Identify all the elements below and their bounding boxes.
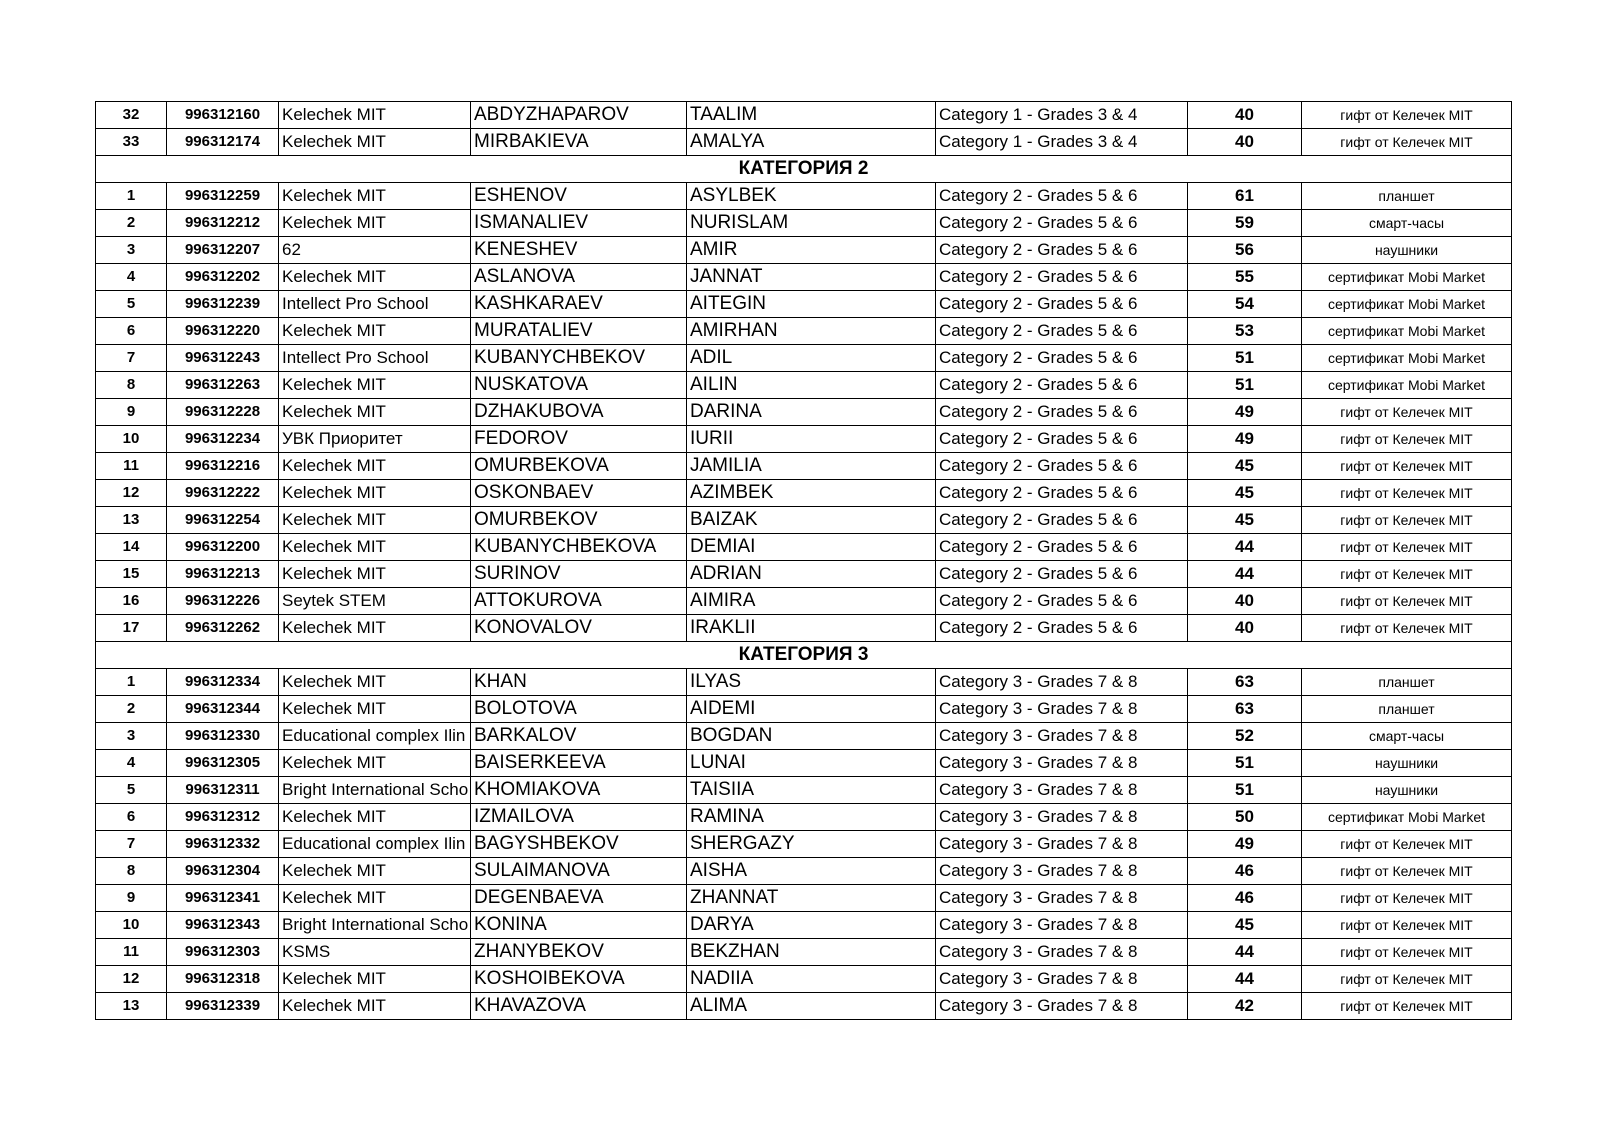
school-name-cell: Kelechek MIT [279,534,471,561]
participant-id-cell: 996312220 [167,318,279,345]
prize-cell: гифт от Келечек MIT [1302,588,1512,615]
prize-cell: сертификат Mobi Market [1302,804,1512,831]
last-name-cell: FEDOROV [471,426,687,453]
prize-cell: гифт от Келечек MIT [1302,507,1512,534]
category-label-cell: Category 3 - Grades 7 & 8 [936,831,1188,858]
table-row [96,993,1512,1020]
prize-cell: планшет [1302,669,1512,696]
prize-cell: сертификат Mobi Market [1302,291,1512,318]
last-name-cell: KOSHOIBEKOVA [471,966,687,993]
prize-cell: гифт от Келечек MIT [1302,426,1512,453]
row-number-cell: 7 [96,345,167,372]
prize-cell: сертификат Mobi Market [1302,372,1512,399]
table-row [96,588,1512,615]
row-number-cell: 1 [96,669,167,696]
score-cell: 44 [1188,966,1302,993]
last-name-cell: BAGYSHBEKOV [471,831,687,858]
first-name-cell: AMIRHAN [687,318,936,345]
prize-cell: гифт от Келечек MIT [1302,480,1512,507]
score-cell: 63 [1188,696,1302,723]
prize-cell: гифт от Келечек MIT [1302,453,1512,480]
school-name-cell: Kelechek MIT [279,318,471,345]
score-cell: 55 [1188,264,1302,291]
category-label-cell: Category 2 - Grades 5 & 6 [936,183,1188,210]
table-row [96,723,1512,750]
row-number-cell: 3 [96,723,167,750]
prize-cell: гифт от Келечек MIT [1302,102,1512,129]
category-label-cell: Category 2 - Grades 5 & 6 [936,561,1188,588]
table-row [96,345,1512,372]
first-name-cell: JAMILIA [687,453,936,480]
category-label-cell: Category 2 - Grades 5 & 6 [936,615,1188,642]
first-name-cell: ALIMA [687,993,936,1020]
last-name-cell: KHAVAZOVA [471,993,687,1020]
participant-id-cell: 996312174 [167,129,279,156]
last-name-cell: KHOMIAKOVA [471,777,687,804]
category-label-cell: Category 2 - Grades 5 & 6 [936,588,1188,615]
score-cell: 44 [1188,939,1302,966]
row-number-cell: 14 [96,534,167,561]
prize-cell: гифт от Келечек MIT [1302,561,1512,588]
row-number-cell: 12 [96,480,167,507]
prize-cell: сертификат Mobi Market [1302,264,1512,291]
school-name-cell: Kelechek MIT [279,561,471,588]
participant-id-cell: 996312216 [167,453,279,480]
school-name-cell: Seytek STEM [279,588,471,615]
first-name-cell: AIDEMI [687,696,936,723]
row-number-cell: 9 [96,885,167,912]
prize-cell: смарт-часы [1302,723,1512,750]
score-cell: 50 [1188,804,1302,831]
participant-id-cell: 996312334 [167,669,279,696]
category-label-cell: Category 3 - Grades 7 & 8 [936,750,1188,777]
table-row [96,615,1512,642]
participant-id-cell: 996312259 [167,183,279,210]
category-label-cell: Category 2 - Grades 5 & 6 [936,507,1188,534]
row-number-cell: 10 [96,426,167,453]
school-name-cell: Educational complex Ilin [279,723,471,750]
last-name-cell: ZHANYBEKOV [471,939,687,966]
participant-id-cell: 996312304 [167,858,279,885]
school-name-cell: Bright International Scho [279,912,471,939]
school-name-cell: Kelechek MIT [279,102,471,129]
row-number-cell: 32 [96,102,167,129]
first-name-cell: ADIL [687,345,936,372]
row-number-cell: 9 [96,399,167,426]
last-name-cell: ESHENOV [471,183,687,210]
first-name-cell: DEMIAI [687,534,936,561]
prize-cell: наушники [1302,777,1512,804]
row-number-cell: 13 [96,993,167,1020]
school-name-cell: Kelechek MIT [279,858,471,885]
participant-id-cell: 996312262 [167,615,279,642]
school-name-cell: Kelechek MIT [279,669,471,696]
participant-id-cell: 996312318 [167,966,279,993]
score-cell: 46 [1188,858,1302,885]
participant-id-cell: 996312202 [167,264,279,291]
prize-cell: гифт от Келечек MIT [1302,534,1512,561]
row-number-cell: 6 [96,804,167,831]
table-row [96,831,1512,858]
category-label-cell: Category 2 - Grades 5 & 6 [936,237,1188,264]
school-name-cell: Kelechek MIT [279,804,471,831]
prize-cell: планшет [1302,696,1512,723]
last-name-cell: MURATALIEV [471,318,687,345]
last-name-cell: KONOVALOV [471,615,687,642]
category-label-cell: Category 2 - Grades 5 & 6 [936,210,1188,237]
school-name-cell: Kelechek MIT [279,264,471,291]
table-row [96,318,1512,345]
prize-cell: наушники [1302,750,1512,777]
table-row [96,210,1512,237]
school-name-cell: Kelechek MIT [279,372,471,399]
row-number-cell: 11 [96,939,167,966]
score-cell: 49 [1188,831,1302,858]
table-row [96,561,1512,588]
last-name-cell: NUSKATOVA [471,372,687,399]
prize-cell: гифт от Келечек MIT [1302,399,1512,426]
table-row [96,939,1512,966]
first-name-cell: AITEGIN [687,291,936,318]
participant-id-cell: 996312213 [167,561,279,588]
category-label-cell: Category 3 - Grades 7 & 8 [936,696,1188,723]
last-name-cell: ASLANOVA [471,264,687,291]
last-name-cell: BOLOTOVA [471,696,687,723]
last-name-cell: IZMAILOVA [471,804,687,831]
participant-id-cell: 996312254 [167,507,279,534]
row-number-cell: 8 [96,858,167,885]
row-number-cell: 3 [96,237,167,264]
first-name-cell: NURISLAM [687,210,936,237]
score-cell: 46 [1188,885,1302,912]
first-name-cell: RAMINA [687,804,936,831]
first-name-cell: SHERGAZY [687,831,936,858]
score-cell: 61 [1188,183,1302,210]
row-number-cell: 12 [96,966,167,993]
score-cell: 51 [1188,372,1302,399]
first-name-cell: IRAKLII [687,615,936,642]
first-name-cell: AMIR [687,237,936,264]
category-header: КАТЕГОРИЯ 3 [96,642,1512,669]
score-cell: 40 [1188,615,1302,642]
row-number-cell: 5 [96,777,167,804]
participant-id-cell: 996312312 [167,804,279,831]
participant-id-cell: 996312305 [167,750,279,777]
table-row [96,777,1512,804]
last-name-cell: KHAN [471,669,687,696]
score-cell: 49 [1188,426,1302,453]
table-row [96,453,1512,480]
school-name-cell: Bright International Scho [279,777,471,804]
row-number-cell: 5 [96,291,167,318]
score-cell: 40 [1188,129,1302,156]
category-label-cell: Category 1 - Grades 3 & 4 [936,129,1188,156]
category-label-cell: Category 2 - Grades 5 & 6 [936,399,1188,426]
last-name-cell: BARKALOV [471,723,687,750]
score-cell: 40 [1188,588,1302,615]
participant-id-cell: 996312234 [167,426,279,453]
table-row [96,534,1512,561]
school-name-cell: Kelechek MIT [279,183,471,210]
category-label-cell: Category 2 - Grades 5 & 6 [936,534,1188,561]
last-name-cell: KASHKARAEV [471,291,687,318]
category-label-cell: Category 3 - Grades 7 & 8 [936,966,1188,993]
table-row [96,750,1512,777]
last-name-cell: KUBANYCHBEKOV [471,345,687,372]
school-name-cell: Intellect Pro School [279,291,471,318]
school-name-cell: Kelechek MIT [279,993,471,1020]
score-cell: 45 [1188,507,1302,534]
first-name-cell: JANNAT [687,264,936,291]
last-name-cell: DEGENBAEVA [471,885,687,912]
category-header-row [96,642,1512,669]
last-name-cell: SULAIMANOVA [471,858,687,885]
school-name-cell: Kelechek MIT [279,480,471,507]
first-name-cell: LUNAI [687,750,936,777]
first-name-cell: ZHANNAT [687,885,936,912]
table-row [96,264,1512,291]
table-row [96,426,1512,453]
first-name-cell: AZIMBEK [687,480,936,507]
participant-id-cell: 996312344 [167,696,279,723]
prize-cell: гифт от Келечек MIT [1302,939,1512,966]
category-label-cell: Category 2 - Grades 5 & 6 [936,453,1188,480]
score-cell: 45 [1188,912,1302,939]
table-row [96,696,1512,723]
prize-cell: гифт от Келечек MIT [1302,129,1512,156]
table-row [96,858,1512,885]
category-label-cell: Category 2 - Grades 5 & 6 [936,318,1188,345]
first-name-cell: BOGDAN [687,723,936,750]
score-cell: 51 [1188,777,1302,804]
prize-cell: гифт от Келечек MIT [1302,831,1512,858]
participant-id-cell: 996312303 [167,939,279,966]
prize-cell: гифт от Келечек MIT [1302,885,1512,912]
first-name-cell: AISHA [687,858,936,885]
participant-id-cell: 996312239 [167,291,279,318]
first-name-cell: AMALYA [687,129,936,156]
table-row [96,480,1512,507]
row-number-cell: 4 [96,264,167,291]
category-label-cell: Category 2 - Grades 5 & 6 [936,264,1188,291]
score-cell: 42 [1188,993,1302,1020]
score-cell: 63 [1188,669,1302,696]
last-name-cell: ISMANALIEV [471,210,687,237]
row-number-cell: 17 [96,615,167,642]
category-label-cell: Category 1 - Grades 3 & 4 [936,102,1188,129]
last-name-cell: KONINA [471,912,687,939]
participant-id-cell: 996312228 [167,399,279,426]
table-row [96,507,1512,534]
score-cell: 44 [1188,534,1302,561]
prize-cell: гифт от Келечек MIT [1302,966,1512,993]
prize-cell: сертификат Mobi Market [1302,318,1512,345]
last-name-cell: OSKONBAEV [471,480,687,507]
score-cell: 59 [1188,210,1302,237]
school-name-cell: 62 [279,237,471,264]
first-name-cell: DARYA [687,912,936,939]
category-label-cell: Category 2 - Grades 5 & 6 [936,291,1188,318]
last-name-cell: BAISERKEEVA [471,750,687,777]
category-label-cell: Category 3 - Grades 7 & 8 [936,885,1188,912]
table-row [96,669,1512,696]
row-number-cell: 4 [96,750,167,777]
prize-cell: гифт от Келечек MIT [1302,615,1512,642]
school-name-cell: Kelechek MIT [279,399,471,426]
school-name-cell: Kelechek MIT [279,750,471,777]
row-number-cell: 8 [96,372,167,399]
row-number-cell: 2 [96,210,167,237]
score-cell: 45 [1188,453,1302,480]
school-name-cell: Kelechek MIT [279,966,471,993]
first-name-cell: IURII [687,426,936,453]
category-label-cell: Category 3 - Grades 7 & 8 [936,777,1188,804]
row-number-cell: 6 [96,318,167,345]
category-label-cell: Category 3 - Grades 7 & 8 [936,669,1188,696]
score-cell: 51 [1188,345,1302,372]
school-name-cell: Kelechek MIT [279,129,471,156]
school-name-cell: Educational complex Ilin [279,831,471,858]
participant-id-cell: 996312341 [167,885,279,912]
last-name-cell: KENESHEV [471,237,687,264]
category-label-cell: Category 2 - Grades 5 & 6 [936,345,1188,372]
participant-id-cell: 996312263 [167,372,279,399]
table-row [96,912,1512,939]
first-name-cell: ASYLBEK [687,183,936,210]
score-cell: 49 [1188,399,1302,426]
school-name-cell: Kelechek MIT [279,210,471,237]
score-cell: 54 [1188,291,1302,318]
category-label-cell: Category 3 - Grades 7 & 8 [936,804,1188,831]
table-row [96,399,1512,426]
row-number-cell: 1 [96,183,167,210]
school-name-cell: Kelechek MIT [279,615,471,642]
score-cell: 40 [1188,102,1302,129]
first-name-cell: TAALIM [687,102,936,129]
participant-id-cell: 996312243 [167,345,279,372]
table-row [96,237,1512,264]
table-row [96,102,1512,129]
last-name-cell: ATTOKUROVA [471,588,687,615]
last-name-cell: DZHAKUBOVA [471,399,687,426]
school-name-cell: Kelechek MIT [279,507,471,534]
participant-id-cell: 996312200 [167,534,279,561]
participant-id-cell: 996312160 [167,102,279,129]
first-name-cell: NADIIA [687,966,936,993]
score-cell: 51 [1188,750,1302,777]
last-name-cell: KUBANYCHBEKOVA [471,534,687,561]
row-number-cell: 15 [96,561,167,588]
school-name-cell: Kelechek MIT [279,696,471,723]
category-label-cell: Category 3 - Grades 7 & 8 [936,912,1188,939]
results-table [95,101,1512,1020]
participant-id-cell: 996312207 [167,237,279,264]
category-header: КАТЕГОРИЯ 2 [96,156,1512,183]
first-name-cell: ILYAS [687,669,936,696]
participant-id-cell: 996312339 [167,993,279,1020]
table-row [96,183,1512,210]
prize-cell: смарт-часы [1302,210,1512,237]
row-number-cell: 10 [96,912,167,939]
row-number-cell: 2 [96,696,167,723]
row-number-cell: 11 [96,453,167,480]
participant-id-cell: 996312332 [167,831,279,858]
first-name-cell: AIMIRA [687,588,936,615]
category-label-cell: Category 3 - Grades 7 & 8 [936,993,1188,1020]
table-row [96,966,1512,993]
prize-cell: гифт от Келечек MIT [1302,993,1512,1020]
participant-id-cell: 996312343 [167,912,279,939]
prize-cell: наушники [1302,237,1512,264]
score-cell: 44 [1188,561,1302,588]
row-number-cell: 16 [96,588,167,615]
score-cell: 56 [1188,237,1302,264]
category-label-cell: Category 2 - Grades 5 & 6 [936,480,1188,507]
table-row [96,291,1512,318]
prize-cell: планшет [1302,183,1512,210]
category-label-cell: Category 2 - Grades 5 & 6 [936,426,1188,453]
participant-id-cell: 996312226 [167,588,279,615]
category-label-cell: Category 2 - Grades 5 & 6 [936,372,1188,399]
table-row [96,372,1512,399]
first-name-cell: BEKZHAN [687,939,936,966]
prize-cell: гифт от Келечек MIT [1302,858,1512,885]
table-row [96,129,1512,156]
school-name-cell: Kelechek MIT [279,453,471,480]
category-label-cell: Category 3 - Grades 7 & 8 [936,723,1188,750]
category-header-row [96,156,1512,183]
first-name-cell: DARINA [687,399,936,426]
table-row [96,804,1512,831]
last-name-cell: OMURBEKOVA [471,453,687,480]
first-name-cell: ADRIAN [687,561,936,588]
prize-cell: гифт от Келечек MIT [1302,912,1512,939]
last-name-cell: MIRBAKIEVA [471,129,687,156]
prize-cell: сертификат Mobi Market [1302,345,1512,372]
school-name-cell: Kelechek MIT [279,885,471,912]
score-cell: 52 [1188,723,1302,750]
table-body [96,102,1512,1020]
row-number-cell: 33 [96,129,167,156]
participant-id-cell: 996312222 [167,480,279,507]
participant-id-cell: 996312330 [167,723,279,750]
table-row [96,885,1512,912]
row-number-cell: 7 [96,831,167,858]
score-cell: 53 [1188,318,1302,345]
category-label-cell: Category 3 - Grades 7 & 8 [936,858,1188,885]
score-cell: 45 [1188,480,1302,507]
first-name-cell: TAISIIA [687,777,936,804]
participant-id-cell: 996312212 [167,210,279,237]
last-name-cell: OMURBEKOV [471,507,687,534]
last-name-cell: ABDYZHAPAROV [471,102,687,129]
last-name-cell: SURINOV [471,561,687,588]
school-name-cell: KSMS [279,939,471,966]
first-name-cell: AILIN [687,372,936,399]
participant-id-cell: 996312311 [167,777,279,804]
row-number-cell: 13 [96,507,167,534]
first-name-cell: BAIZAK [687,507,936,534]
school-name-cell: УВК Приоритет [279,426,471,453]
category-label-cell: Category 3 - Grades 7 & 8 [936,939,1188,966]
school-name-cell: Intellect Pro School [279,345,471,372]
